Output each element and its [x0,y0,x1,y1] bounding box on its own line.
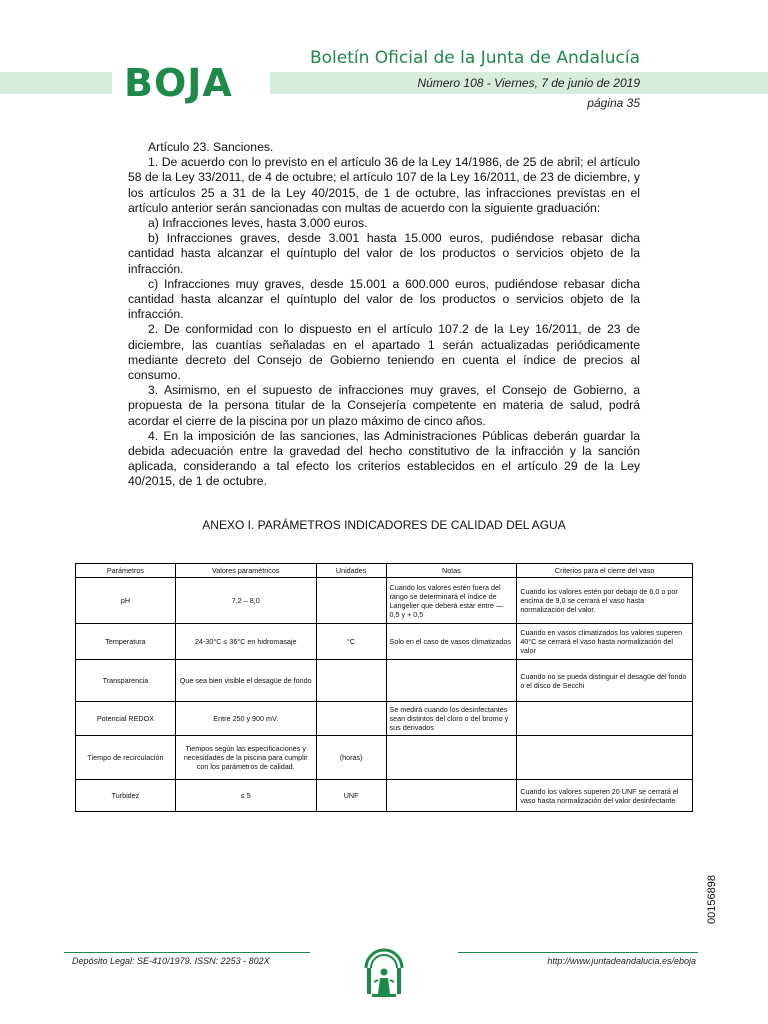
header-valores: Valores paramétricos [175,564,316,578]
footer-url-link[interactable]: http://www.juntadeandalucia.es/eboja [547,956,696,966]
paragraph-4: 4. En la imposición de las sanciones, las Administraciones Públicas deberán guardar la debida adecuación entre la gravedad del hecho constitutivo de la infracción y la sanción aplicada, considerando a tal efecto los criterios establecidos en el artículo 29 de la Ley 40/2015, de 1 de octubre. [128,428,640,489]
cell-unidad [316,578,386,624]
legal-deposit: Depósito Legal: SE-410/1979. ISSN: 2253 - 802X [72,956,270,966]
paragraph-1: 1. De acuerdo con lo previsto en el artículo 36 de la Ley 14/1986, de 25 de abril; el artículo 58 de la Ley 33/2011, de 4 de octubre; el artículo 107 de la Ley 16/2011, de 23 de diciembre, y los artículos 25 a 31 de la Ley 40/2015, de 1 de octubre, las infracciones previstas en el artículo anterior serán sancionadas con multas de acuerdo con la siguiente graduación: [128,155,640,215]
paragraph-a: a) Infracciones leves, hasta 3.000 euros. [148,216,368,231]
header-band-left [0,72,112,94]
table-row [76,702,693,736]
cell-criterio: Cuando los valores superen 20 UNF se cerrará el vaso hasta normalización del valor desinfectante [517,780,693,812]
table-header-row [76,564,693,578]
table-row [76,624,693,660]
cell-parametro: Temperatura [76,624,176,660]
cell-criterio [517,702,693,736]
cell-parametro: Transparencia [76,660,176,702]
paragraph-b: b) Infracciones graves, desde 3.001 hasta 15.000 euros, pudiéndose rebasar dicha cantidad hasta alcanzar el quíntuplo del valor de los productos o servicios objeto de la infracción. [128,231,640,276]
cell-criterio [517,736,693,780]
article-heading: Artículo 23. Sanciones. [148,140,274,154]
cell-unidad [316,660,386,702]
header-unidades: Unidades [316,564,386,578]
cell-valor: Que sea bien visible el desagüe de fondo [175,660,316,702]
table-row [76,578,693,624]
water-quality-table [75,563,693,812]
paragraph-2: 2. De conformidad con lo dispuesto en el artículo 107.2 de la Ley 16/2011, de 23 de diciembre, las cuantías señaladas en el apartado 1 serán actualizadas periódicamente mediante decreto del Consejo de Gobierno teniendo en cuenta el índice de precios al consumo. [128,322,640,383]
cell-unidad: (horas) [316,736,386,780]
header-notas: Notas [386,564,517,578]
paragraph-3: 3. Asimismo, en el supuesto de infracciones muy graves, el Consejo de Gobierno, a propuesta de la persona titular de la Consejería competente en materia de salud, podrá acordar el cierre de la piscina por un plazo máximo de cinco años. [128,383,640,428]
cell-unidad [316,702,386,736]
cell-parametro: Potencial REDOX [76,702,176,736]
andalucia-emblem-icon [360,938,408,998]
issue-number: Número 108 - Viernes, 7 de junio de 2019 [417,76,640,90]
page-number: página 35 [587,96,640,110]
table-row [76,736,693,780]
cell-parametro: Turbidez [76,780,176,812]
cell-parametro: Tiempo de recirculación [76,736,176,780]
cell-valor: 7,2 – 8,0 [175,578,316,624]
cell-valor: Tiempos según las especificaciones y necesidades de la piscina para cumplir con los parámetros de calidad. [175,736,316,780]
cell-nota: Se medirá cuando los desinfectantes sean distintos del cloro o del bromo y sus derivados [386,702,517,736]
cell-nota: Solo en el caso de vasos climatizados [386,624,517,660]
document-code [700,866,740,922]
cell-valor: 24-30°C ≤ 36°C en hidromasaje [175,624,316,660]
cell-valor: ≤ 5 [175,780,316,812]
footer-line-right [458,952,698,953]
cell-criterio: Cuando los valores estén por debajo de 6,0 o por encima de 9,0 se cerrará el vaso hasta normalización del valor. [517,578,693,624]
cell-unidad: UNF [316,780,386,812]
table-row [76,660,693,702]
anexo-title: ANEXO I. PARÁMETROS INDICADORES DE CALIDAD DEL AGUA [202,518,566,532]
footer-line-left [64,952,310,953]
cell-nota: Cuando los valores estén fuera del rango se determinará el índice de Langelier que deberá estar entre — 0,5 y + 0,5 [386,578,517,624]
cell-criterio: Cuando no se pueda distinguir el desagüe del fondo o el disco de Secchi [517,660,693,702]
cell-nota [386,780,517,812]
header-criterios: Criterios para el cierre del vaso [517,564,693,578]
boja-logo: BOJA [124,61,233,105]
table-row [76,780,693,812]
header-parametros: Parámetros [76,564,176,578]
cell-nota [386,660,517,702]
cell-parametro: pH [76,578,176,624]
cell-unidad: °C [316,624,386,660]
article-body [128,140,640,490]
cell-criterio: Cuando en vasos climatizados los valores superen 40°C se cerrará el vaso hasta normalización del valor [517,624,693,660]
bulletin-title: Boletín Oficial de la Junta de Andalucía [309,48,640,68]
cell-valor: Entre 250 y 900 mV. [175,702,316,736]
document-code-text: 00156898 [706,875,718,924]
paragraph-c: c) Infracciones muy graves, desde 15.001 a 600.000 euros, pudiéndose rebasar dicha cantidad hasta alcanzar el quíntuplo del valor de los productos o servicios objeto de la infracción. [128,276,640,322]
cell-nota [386,736,517,780]
